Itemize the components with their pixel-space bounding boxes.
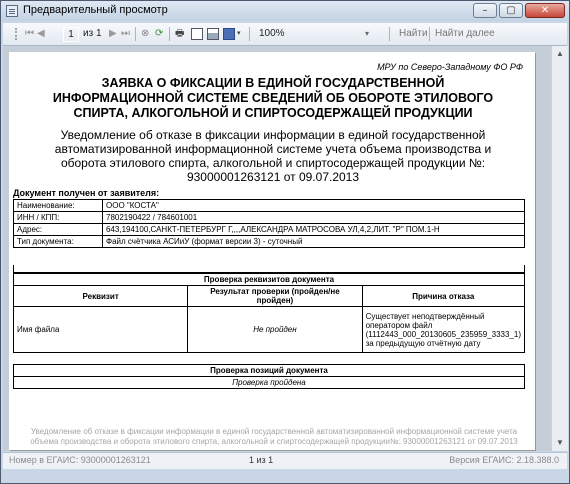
toolbar-separator: [429, 27, 430, 41]
positions-result: Проверка пройдена: [14, 377, 525, 389]
maximize-button[interactable]: ▢: [499, 3, 523, 18]
column-header: Причина отказа: [362, 286, 524, 307]
vertical-scrollbar[interactable]: [551, 46, 568, 451]
window-title: Предварительный просмотр: [23, 4, 168, 16]
info-value: Файл счётчика АСИиУ (формат версии 3) - суточный: [103, 236, 525, 248]
requisites-table: [13, 273, 525, 353]
table-row: [14, 224, 525, 236]
toolbar-separator: [389, 27, 390, 41]
print-layout-icon[interactable]: [191, 28, 203, 40]
column-header: Результат проверки (пройден/не пройден): [188, 286, 362, 307]
page-total: из 1: [83, 28, 102, 39]
document-viewport[interactable]: [3, 46, 551, 451]
refresh-icon[interactable]: ⟳: [155, 28, 164, 39]
save-icon[interactable]: [223, 28, 235, 40]
document-subtitle: Уведомление об отказе в фиксации информации в единой государственной автоматизированной информационной системе учета объема производства и оборота этилового спирта, алкогольной и спиртосодержащей продукции №: 93000001263121 от 09.07.2013: [54, 128, 492, 184]
toolbar-separator: [169, 27, 170, 41]
document-icon: [6, 5, 18, 17]
save-dropdown-icon[interactable]: ▾: [237, 30, 241, 37]
toolbar-separator: [249, 27, 250, 41]
title-bar[interactable]: [1, 1, 569, 21]
next-page-icon[interactable]: ▶: [109, 28, 117, 39]
chevron-down-icon: ▾: [364, 29, 369, 38]
previous-page-icon[interactable]: ◀: [37, 28, 45, 39]
last-page-icon[interactable]: ⏭: [121, 28, 130, 39]
table-row: [14, 236, 525, 248]
requisite-name: Имя файла: [14, 307, 188, 353]
table-row: [14, 365, 525, 377]
zoom-select[interactable]: [259, 27, 379, 41]
page-indicator: 1 из 1: [249, 455, 274, 465]
print-icon[interactable]: 🖶: [175, 28, 185, 39]
table-row: [14, 377, 525, 389]
table-row: [14, 286, 525, 307]
info-key: Тип документа:: [14, 236, 103, 248]
table-row: [14, 212, 525, 224]
requisites-caption: Проверка реквизитов документа: [14, 274, 525, 286]
status-bar: [3, 452, 567, 469]
toolbar-separator: [135, 27, 136, 41]
minimize-button[interactable]: –: [473, 3, 497, 18]
info-key: Адрес:: [14, 224, 103, 236]
egais-version: Версия ЕГАИС: 2.18.388.0: [449, 455, 559, 465]
grip-icon: [11, 28, 23, 40]
rejection-reason: Существует неподтверждённый оператором файл (1112443_000_20130605_235959_3333_1) за предыдущую отчётную дату: [362, 307, 524, 353]
document-title: ЗАЯВКА О ФИКСАЦИИ В ЕДИНОЙ ГОСУДАРСТВЕННОЙ ИНФОРМАЦИОННОЙ СИСТЕМЕ СВЕДЕНИЙ ОБ ОБОРОТЕ ЭТИЛОВОГО СПИРТА, АЛКОГОЛЬНОЙ И СПИРТОСОДЕРЖАЩЕЙ ПРОДУКЦИИ: [52, 76, 494, 120]
info-value: 7802190422 / 784601001: [103, 212, 525, 224]
page-number-input[interactable]: 1: [63, 27, 79, 42]
zoom-value: 100%: [259, 28, 285, 39]
organization-name: МРУ по Северо-Западному ФО РФ: [377, 62, 523, 72]
find-button[interactable]: Найти: [399, 28, 428, 39]
info-key: Наименование:: [14, 200, 103, 212]
positions-caption: Проверка позиций документа: [14, 365, 525, 377]
check-result: Не пройден: [188, 307, 362, 353]
info-key: ИНН / КПП:: [14, 212, 103, 224]
table-row: [14, 200, 525, 212]
table-spacer: [13, 265, 525, 273]
close-button[interactable]: ✕: [525, 3, 565, 18]
report-page: [9, 52, 535, 450]
page-setup-icon[interactable]: [207, 28, 219, 40]
info-value: 643,194100,САНКТ-ПЕТЕРБУРГ Г,,,,АЛЕКСАНДРА МАТРОСОВА УЛ,4,2,ЛИТ. "Р" ПОМ.1-Н: [103, 224, 525, 236]
applicant-info-table: [13, 199, 525, 248]
toolbar: [3, 23, 567, 46]
table-row: [14, 307, 525, 353]
page-footer: Уведомление об отказе в фиксации информации в единой государственной автоматизированной информационной системе учета объема производства и оборота этилового спирта, алкогольной и спиртосодержащей продукции№: 93000001263121 от 09.07.2013: [30, 427, 518, 446]
column-header: Реквизит: [14, 286, 188, 307]
positions-table: [13, 364, 525, 389]
info-value: ООО "КОСТА": [103, 200, 525, 212]
egais-number: Номер в ЕГАИС: 93000001263121: [9, 455, 151, 465]
find-next-button[interactable]: Найти далее: [435, 28, 495, 39]
scroll-down-icon[interactable]: ▼: [556, 438, 564, 447]
stop-icon[interactable]: ⊗: [141, 28, 150, 39]
first-page-icon[interactable]: ⏮: [25, 28, 34, 39]
scroll-up-icon[interactable]: ▲: [556, 49, 564, 58]
received-label: Документ получен от заявителя:: [13, 188, 160, 198]
table-row: [14, 274, 525, 286]
